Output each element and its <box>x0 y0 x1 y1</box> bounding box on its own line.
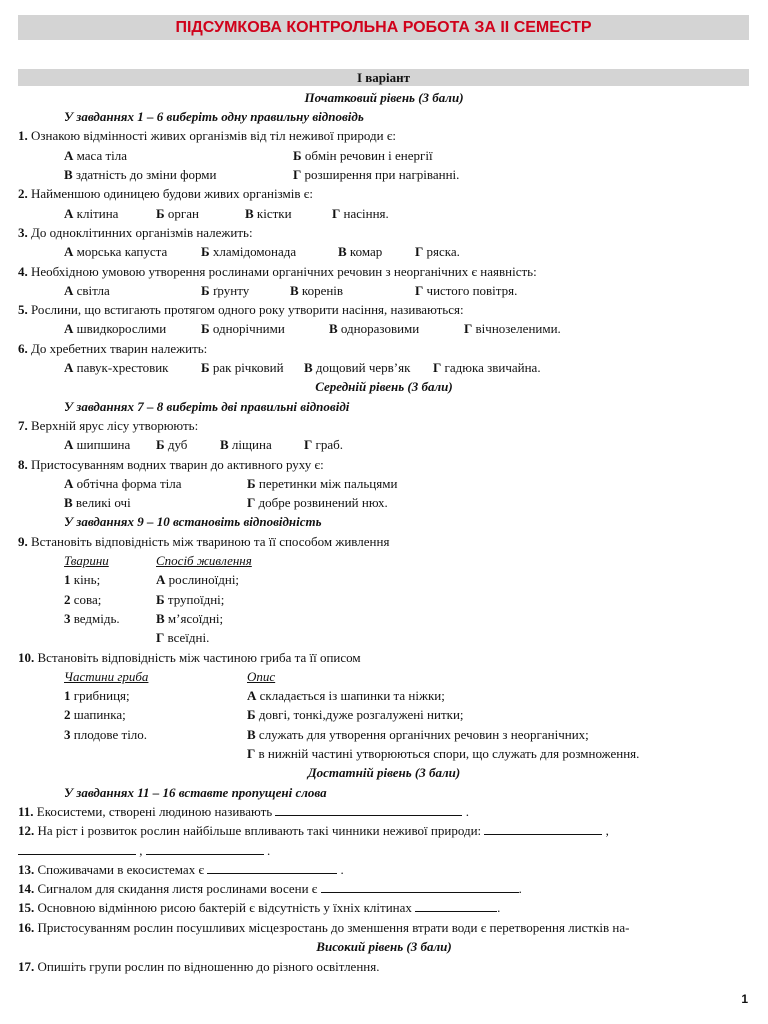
match-left-2: 2 сова; <box>64 592 102 607</box>
question-4-options <box>0 281 768 300</box>
level-high: Високий рівень (3 бали) <box>316 939 452 954</box>
answer-blank[interactable] <box>275 803 462 816</box>
question-15: 15. Основною відмінною рисою бактерій є відсутність у їхніх клітинах . <box>18 900 501 915</box>
question-7: 7. Верхній ярус лісу утворюють: <box>18 418 199 433</box>
question-number: 1. <box>18 128 28 143</box>
option-d: Г добре розвинений нюх. <box>247 495 388 510</box>
option-c: В кістки <box>245 206 292 221</box>
option-b: Б орган <box>156 206 199 221</box>
match-right-d: Г всеїдні. <box>156 630 210 645</box>
option-a: А павук-хрестовик <box>64 360 169 375</box>
question-3: 3. До одноклітинних організмів належить: <box>18 225 253 240</box>
question-9: 9. Встановіть відповідність між твариною та її способом живлення <box>18 534 390 549</box>
option-a: А клітина <box>64 206 119 221</box>
option-c: В дощовий черв’як <box>304 360 411 375</box>
option-c: В ліщина <box>220 437 272 452</box>
option-b: Б перетинки між пальцями <box>247 476 398 491</box>
answer-blank[interactable] <box>484 822 602 835</box>
match-right-b: Б довгі, тонкі,дуже розгалужені нитки; <box>247 707 464 722</box>
option-b: Б хламідомонада <box>201 244 297 259</box>
option-c: В комар <box>338 244 383 259</box>
question-10: 10. Встановіть відповідність між частиною гриба та її описом <box>18 650 361 665</box>
match-left-3: 3 плодове тіло. <box>64 727 148 742</box>
option-d: Г чистого повітря. <box>415 283 518 298</box>
level-initial: Початковий рівень (3 бали) <box>304 90 464 105</box>
option-d: Г гадюка звичайна. <box>433 360 541 375</box>
answer-blank[interactable] <box>415 899 497 912</box>
column-header-right: Опис <box>247 669 276 684</box>
question-5-options <box>0 319 768 338</box>
question-16: 16. Пристосуванням рослин посушливих місцезростань до зменшення втрати води є перетворення листків на- <box>18 920 630 935</box>
option-a: А маса тіла <box>64 148 128 163</box>
answer-blank[interactable] <box>321 880 519 893</box>
column-header-right: Спосіб живлення <box>156 553 252 568</box>
option-a: А шипшина <box>64 437 131 452</box>
option-d: Г насіння. <box>332 206 389 221</box>
option-a: А обтічна форма тіла <box>64 476 182 491</box>
option-b: Б однорічними <box>201 321 285 336</box>
question-13: 13. Споживачами в екосистемах є . <box>18 862 344 877</box>
match-right-d: Г в нижній частині утворюються спори, що служать для розмноження. <box>247 746 640 761</box>
question-7-options <box>0 435 768 454</box>
question-1-options <box>0 146 768 165</box>
column-header-left: Частини гриба <box>64 669 149 684</box>
instruction-9-10: У завданнях 9 – 10 встановіть відповідність <box>64 514 322 529</box>
match-right-c: В служать для утворення органічних речовин з неорганічних; <box>247 727 589 742</box>
option-a: А морська капуста <box>64 244 168 259</box>
match-left-1: 1 грибниця; <box>64 688 130 703</box>
instruction-1-6: У завданнях 1 – 6 виберіть одну правильну відповідь <box>64 109 364 124</box>
option-c: В здатність до зміни форми <box>64 167 217 182</box>
question-11: 11. Екосистеми, створені людиною називають . <box>18 804 469 819</box>
question-8-options <box>0 474 768 493</box>
option-a: А швидкорослими <box>64 321 167 336</box>
level-sufficient: Достатній рівень (3 бали) <box>307 765 461 780</box>
option-d: Г розширення при нагріванні. <box>293 167 460 182</box>
option-d: Г ряска. <box>415 244 460 259</box>
variant-header: I варіант <box>18 69 749 86</box>
option-d: Г вічнозеленими. <box>464 321 561 336</box>
option-c: В великі очі <box>64 495 131 510</box>
question-3-options <box>0 242 768 261</box>
match-right-a: А рослиноїдні; <box>156 572 240 587</box>
option-c: В одноразовими <box>329 321 420 336</box>
page-number: 1 <box>741 992 748 1006</box>
question-2-options <box>0 204 768 223</box>
match-right-c: В м’ясоїдні; <box>156 611 224 626</box>
column-header-left: Тварини <box>64 553 109 568</box>
question-1 <box>0 126 768 145</box>
option-b: Б ґрунту <box>201 283 250 298</box>
match-left-3: 3 ведмідь. <box>64 611 120 626</box>
question-4: 4. Необхідною умовою утворення рослинами органічних речовин з неорганічних є наявність: <box>18 264 537 279</box>
option-c: В коренів <box>290 283 344 298</box>
instruction-7-8: У завданнях 7 – 8 виберіть дві правильні відповіді <box>64 399 350 414</box>
match-right-a: А складається із шапинки та ніжки; <box>247 688 445 703</box>
question-6: 6. До хребетних тварин належить: <box>18 341 208 356</box>
question-12: 12. На ріст і розвиток рослин найбільше впливають такі чинники неживої природи: , <box>18 823 609 838</box>
match-left-2: 2 шапинка; <box>64 707 126 722</box>
match-right-b: Б трупоїдні; <box>156 592 225 607</box>
instruction-11-16: У завданнях 11 – 16 вставте пропущені слова <box>64 785 327 800</box>
question-8: 8. Пристосуванням водних тварин до активного руху є: <box>18 457 324 472</box>
option-d: Г граб. <box>304 437 343 452</box>
option-b: Б рак річковий <box>201 360 284 375</box>
option-b: Б обмін речовин і енергії <box>293 148 433 163</box>
question-5: 5. Рослини, що встигають протягом одного року утворити насіння, називаються: <box>18 302 464 317</box>
option-a: А світла <box>64 283 110 298</box>
answer-blank[interactable] <box>18 842 136 855</box>
question-2: 2. Найменшою одиницею будови живих організмів є: <box>18 186 313 201</box>
answer-blank[interactable] <box>207 861 337 874</box>
page-title: ПІДСУМКОВА КОНТРОЛЬНА РОБОТА ЗА ІІ СЕМЕСТР <box>18 15 749 40</box>
match-left-1: 1 кінь; <box>64 572 101 587</box>
option-b: Б дуб <box>156 437 188 452</box>
question-6-options <box>0 358 768 377</box>
question-text: Ознакою відмінності живих організмів від тіл неживої природи є: <box>27 128 397 143</box>
answer-blank[interactable] <box>146 842 264 855</box>
level-middle: Середній рівень (3 бали) <box>315 379 453 394</box>
question-14: 14. Сигналом для скидання листя рослинами восени є . <box>18 881 522 896</box>
question-17: 17. Опишіть групи рослин по відношенню до різного освітлення. <box>18 959 380 974</box>
